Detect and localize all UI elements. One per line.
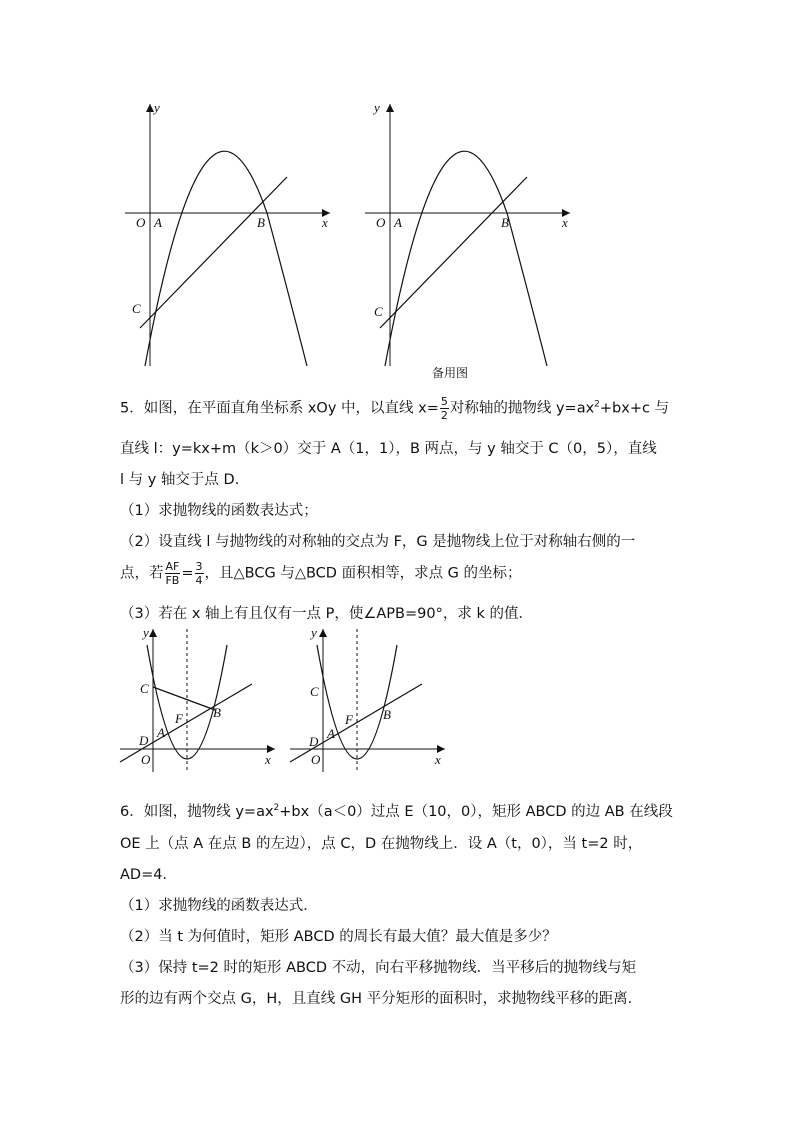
point-a-label: A (327, 726, 335, 741)
fraction-af-fb: $\frac{AF}{FB}$ (165, 560, 180, 587)
y-label: y (143, 625, 149, 640)
point-a-label: A (154, 215, 162, 230)
point-a-label: A (157, 725, 165, 740)
point-f-label: F (345, 712, 353, 727)
problem5-question3: （3）若在 x 轴上有且仅有一点 P，使∠APB=90°，求 k 的值． (120, 606, 533, 622)
parabola-graph-mid-right (285, 625, 460, 775)
problem5-question1: （1）求抛物线的函数表达式； (120, 503, 318, 519)
point-c-label: C (140, 681, 149, 696)
problem6-question3-line2: 形的边有两个交点 G，H，且直线 GH 平分矩形的面积时，求抛物线平移的距离． (120, 991, 643, 1007)
problem6-line1: 6．如图，抛物线 $y=ax^2+bx(a<0)$过点 E（10，0），矩形 ABCD 的边 AB 在线段 (120, 803, 673, 820)
problem5-line3: l 与 y 轴交于点 D． (120, 472, 250, 488)
point-c-label: C (310, 684, 319, 699)
point-a-label: A (394, 215, 402, 230)
parabola-curve (385, 151, 547, 366)
figure-top-left (115, 100, 340, 370)
y-label: y (374, 100, 380, 115)
point-d-label: D (139, 733, 149, 748)
problem6-question1: （1）求抛物线的函数表达式． (120, 898, 318, 914)
parabola-graph-mid-left (115, 625, 290, 775)
parabola-graph-top-right (355, 100, 580, 370)
parabola-curve (145, 151, 307, 366)
line-bc (380, 177, 527, 328)
point-f-label: F (175, 711, 183, 726)
y-label: y (154, 100, 160, 115)
y-axis-arrow-icon (146, 104, 154, 112)
figure-mid-left (115, 625, 290, 775)
origin-label: O (311, 752, 321, 767)
problem6-line3: AD=4． (120, 867, 177, 883)
point-c-label: C (374, 304, 383, 319)
origin-label: O (376, 215, 386, 230)
point-b-label: B (213, 705, 221, 720)
y-axis-arrow-icon (149, 629, 157, 637)
figure-mid-right (285, 625, 460, 775)
problem5-line2: 直线 l：y=kx+m（k＞0）交于 A（1，1），B 两点，与 y 轴交于 C（0，5），直线 (120, 441, 657, 457)
y-axis-arrow-icon (319, 629, 327, 637)
y-label: y (311, 625, 317, 640)
parabola-graph-top-left (115, 100, 340, 370)
fraction-five-halves: $\frac{5}{2}$ (440, 395, 448, 422)
origin-label: O (136, 215, 146, 230)
figure-caption: 备用图 (432, 366, 469, 380)
x-label: x (435, 752, 441, 767)
problem6-line2: OE 上（点 A 在点 B 的左边），点 C，D 在抛物线上．设 A（t，0），当 t=2 时， (120, 836, 643, 852)
point-d-label: D (309, 734, 319, 749)
figure-top-right (355, 100, 580, 370)
fraction-three-quarters: $\frac{3}{4}$ (195, 560, 203, 587)
origin-label: O (141, 752, 151, 767)
point-c-label: C (132, 301, 141, 316)
segment-cb (153, 687, 215, 710)
problem5-line1: 5．如图，在平面直角坐标系 xOy 中，以直线 x= $\frac{5}{2}$ 对称轴的抛物线 $y=ax^2+bx+c$ 与 (120, 395, 670, 422)
x-label: x (265, 752, 271, 767)
problem6-question2: （2）当 t 为何值时，矩形 ABCD 的周长有最大值？最大值是多少？ (120, 929, 557, 945)
point-b-label: B (383, 707, 391, 722)
x-label: x (562, 215, 568, 230)
point-b-label: B (501, 215, 509, 230)
x-label: x (322, 215, 328, 230)
problem6-question3-line1: （3）保持 t=2 时的矩形 ABCD 不动，向右平移抛物线．当平移后的抛物线与矩 (120, 960, 637, 976)
problem5-question2-line2: 点，若 $\frac{AF}{FB}$ = $\frac{3}{4}$ ，且△BCG 与△BCD 面积相等，求点 G 的坐标； (120, 560, 522, 587)
y-axis-arrow-icon (386, 104, 394, 112)
problem5-question2-line1: （2）设直线 l 与抛物线的对称轴的交点为 F，G 是抛物线上位于对称轴右侧的一 (120, 534, 636, 550)
point-b-label: B (257, 215, 265, 230)
line-bc (140, 177, 287, 328)
